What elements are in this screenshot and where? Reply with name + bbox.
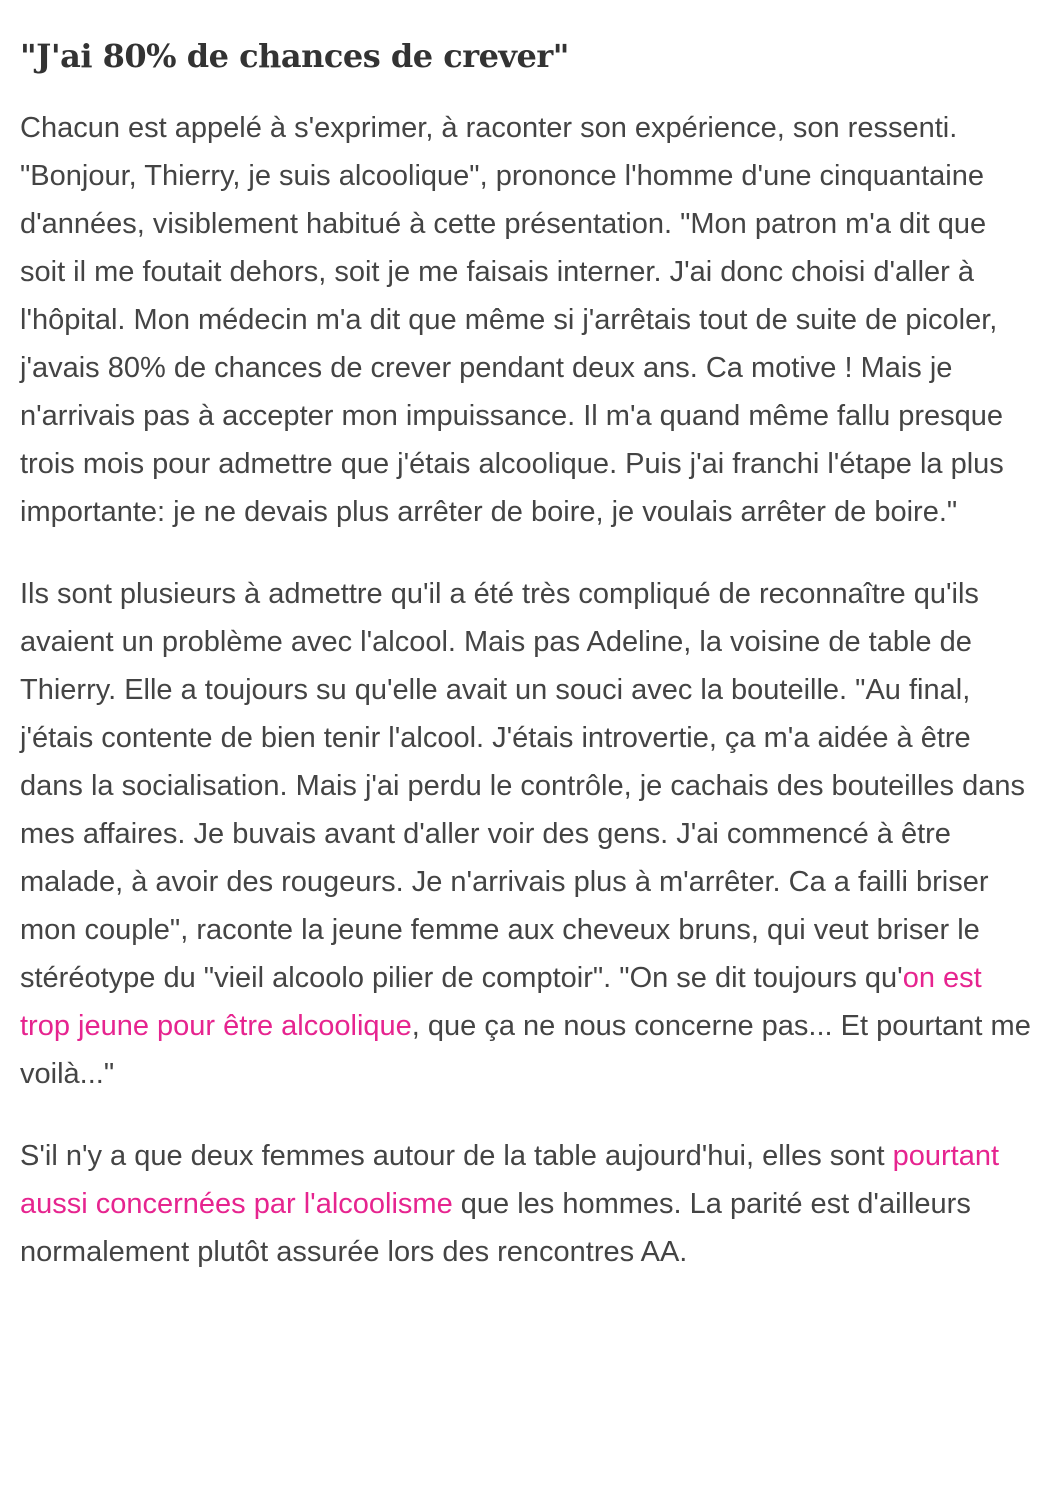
section-heading: "J'ai 80% de chances de crever" (20, 37, 569, 75)
paragraph-text: Ils sont plusieurs à admettre qu'il a été très compliqué de reconnaître qu'ils avaient un problème avec l'alcool. Mais pas Adeline, la voisine de table de Thierry. Elle a toujours su qu'elle avait un souci avec la bouteille. "Au final, j'étais contente de bien tenir l'alcool. J'étais introvertie, ça m'a aidée à être dans la socialisation. Mais j'ai perdu le contrôle, je cachais des bouteilles dans mes affaires. Je buvais avant d'aller voir des gens. J'ai commencé à être malade, à avoir des rougeurs. Je n'arrivais plus à m'arrêter. Ca a failli briser mon couple", raconte la jeune femme aux cheveux bruns, qui veut briser le stéréotype du "vieil alcoolo pilier de comptoir". "On se dit toujours qu' (20, 578, 1025, 994)
link-women-alcoholism[interactable]: pourtant aussi concernées par l'alcoolisme (20, 1140, 1000, 1220)
paragraph-thierry: Chacun est appelé à s'exprimer, à raconter son expérience, son ressenti. "Bonjour, Thierry, je suis alcoolique", prononce l'homme d'une cinquantaine d'années, visiblement habitué à cette présentation. "Mon patron m'a dit que soit il me foutait dehors, soit je me faisais interner. J'ai donc choisi d'aller à l'hôpital. Mon médecin m'a dit que même si j'arrêtais tout de suite de picoler, j'avais 80% de chances de crever pendant deux ans. Ca motive ! Mais je n'arrivais pas à accepter mon impuissance. Il m'a quand même fallu presque trois mois pour admettre que j'étais alcoolique. Puis j'ai franchi l'étape la plus importante: je ne devais plus arrêter de boire, je voulais arrêter de boire." (20, 112, 1004, 528)
link-too-young-alcoholic[interactable]: on est trop jeune pour être alcoolique (20, 962, 982, 1042)
article-body (20, 0, 1036, 1276)
paragraph-text: que les hommes. La parité est d'ailleurs normalement plutôt assurée lors des rencontres AA. (20, 1188, 971, 1268)
paragraph-text: S'il n'y a que deux femmes autour de la table aujourd'hui, elles sont (20, 1140, 893, 1172)
paragraph-women (20, 1132, 1036, 1276)
paragraph-adeline (20, 570, 1036, 1098)
paragraph-text: , que ça ne nous concerne pas... Et pourtant me voilà..." (20, 1010, 1031, 1090)
